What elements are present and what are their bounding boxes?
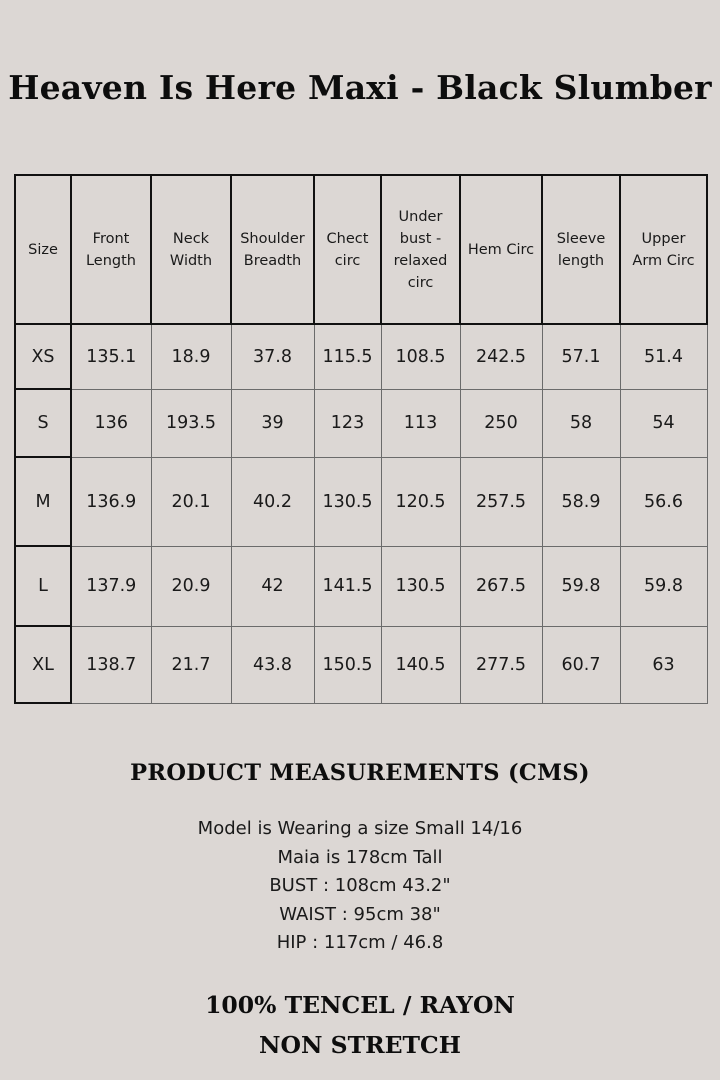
model-info xyxy=(0,815,720,958)
table-cell: 123 xyxy=(314,389,381,457)
header-hem-circ: Hem Circ xyxy=(460,175,542,324)
table-cell: 59.8 xyxy=(542,546,620,626)
table-cell: 267.5 xyxy=(460,546,542,626)
table-cell: 193.5 xyxy=(151,389,231,457)
model-size-line: Model is Wearing a size Small 14/16 xyxy=(197,818,523,839)
measurements-heading: PRODUCT MEASUREMENTS (CMS) xyxy=(130,760,590,786)
table-cell: 150.5 xyxy=(314,626,381,703)
table-header-row xyxy=(15,175,707,324)
table-cell: 58 xyxy=(542,389,620,457)
table-row xyxy=(15,626,707,703)
table-cell: 40.2 xyxy=(231,457,314,546)
size-label: XL xyxy=(15,626,71,703)
header-neck-width: Neck Width xyxy=(151,175,231,324)
model-height-line: Maia is 178cm Tall xyxy=(277,846,443,868)
table-cell: 138.7 xyxy=(71,626,151,703)
header-chest-circ: Chect circ xyxy=(314,175,381,324)
page-title: Heaven Is Here Maxi - Black Slumber xyxy=(8,68,712,107)
table-cell: 43.8 xyxy=(231,626,314,703)
table-cell: 137.9 xyxy=(71,546,151,626)
table-cell: 18.9 xyxy=(151,324,231,389)
header-front-length: Front Length xyxy=(71,175,151,324)
table-cell: 108.5 xyxy=(381,324,460,389)
table-cell: 60.7 xyxy=(542,626,620,703)
table-cell: 130.5 xyxy=(381,546,460,626)
table-cell: 37.8 xyxy=(231,324,314,389)
header-size: Size xyxy=(15,175,71,324)
fabric-info xyxy=(0,985,720,1065)
table-cell: 141.5 xyxy=(314,546,381,626)
table-cell: 42 xyxy=(231,546,314,626)
table-cell: 58.9 xyxy=(542,457,620,546)
table-cell: 56.6 xyxy=(620,457,707,546)
table-cell: 63 xyxy=(620,626,707,703)
header-upper-arm-circ: Upper Arm Circ xyxy=(620,175,707,324)
table-row xyxy=(15,324,707,389)
table-cell: 20.1 xyxy=(151,457,231,546)
model-bust-line: BUST : 108cm 43.2" xyxy=(269,875,451,897)
table-row xyxy=(15,546,707,626)
table-cell: 136 xyxy=(71,389,151,457)
table-cell: 120.5 xyxy=(381,457,460,546)
table-cell: 130.5 xyxy=(314,457,381,546)
table-cell: 277.5 xyxy=(460,626,542,703)
size-label: M xyxy=(15,457,71,546)
size-chart-table xyxy=(14,174,708,704)
model-waist-line: WAIST : 95cm 38" xyxy=(279,903,441,925)
table-cell: 57.1 xyxy=(542,324,620,389)
model-hip-line: HIP : 117cm / 46.8 xyxy=(276,932,444,954)
table-row xyxy=(15,457,707,546)
table-cell: 136.9 xyxy=(71,457,151,546)
header-under-bust-circ: Under bust - relaxed circ xyxy=(381,175,460,324)
table-row xyxy=(15,389,707,457)
table-cell: 59.8 xyxy=(620,546,707,626)
table-cell: 21.7 xyxy=(151,626,231,703)
table-cell: 113 xyxy=(381,389,460,457)
size-label: L xyxy=(15,546,71,626)
table-cell: 135.1 xyxy=(71,324,151,389)
table-cell: 20.9 xyxy=(151,546,231,626)
table-cell: 54 xyxy=(620,389,707,457)
header-shoulder-breadth: Shoulder Breadth xyxy=(231,175,314,324)
table-cell: 242.5 xyxy=(460,324,542,389)
table-cell: 140.5 xyxy=(381,626,460,703)
size-label: XS xyxy=(15,324,71,389)
size-label: S xyxy=(15,389,71,457)
table-cell: 250 xyxy=(460,389,542,457)
fabric-stretch: NON STRETCH xyxy=(259,1031,461,1059)
table-cell: 115.5 xyxy=(314,324,381,389)
table-cell: 257.5 xyxy=(460,457,542,546)
fabric-composition: 100% TENCEL / RAYON xyxy=(205,991,515,1019)
table-cell: 51.4 xyxy=(620,324,707,389)
table-cell: 39 xyxy=(231,389,314,457)
header-sleeve-length: Sleeve length xyxy=(542,175,620,324)
